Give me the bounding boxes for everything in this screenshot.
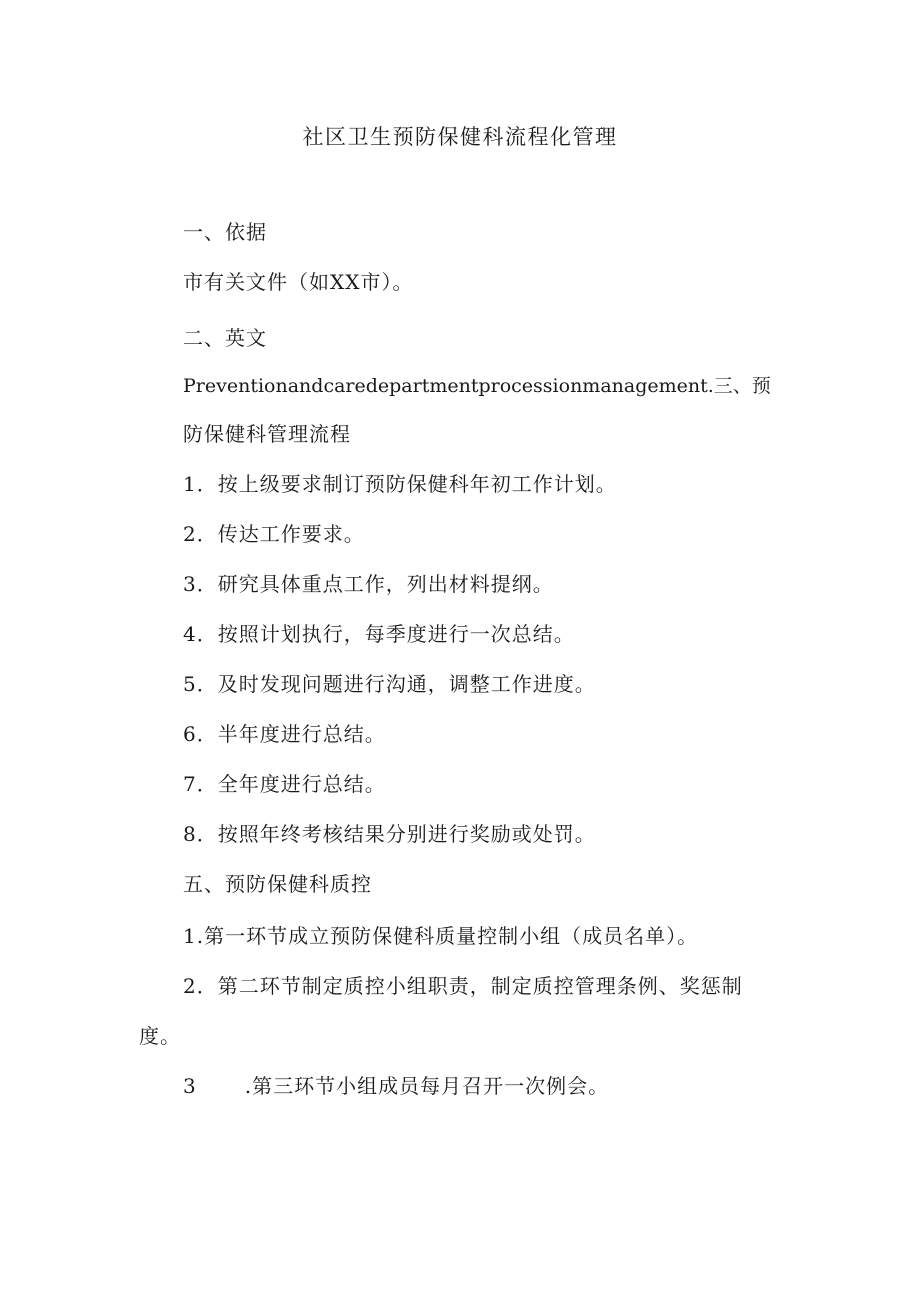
flow-item: 7．全年度进行总结。 (183, 772, 386, 796)
qc-item-number: 3 (183, 1074, 197, 1098)
qc-item: 1.第一环节成立预防保健科质量控制小组（成员名单）。 (183, 924, 699, 948)
qc-item (183, 1072, 609, 1100)
flow-item: 8．按照年终考核结果分别进行奖励或处罚。 (183, 822, 596, 846)
flow-item: 6．半年度进行总结。 (183, 722, 386, 746)
flow-item: 5．及时发现问题进行沟通，调整工作进度。 (183, 672, 596, 696)
qc-item-text: .第三环节小组成员每月召开一次例会。 (244, 1074, 610, 1098)
english-heading: 二、英文 (183, 326, 267, 350)
flow-item: 3．研究具体重点工作，列出材料提纲。 (183, 572, 554, 596)
flow-heading: 防保健科管理流程 (183, 422, 351, 446)
flow-item: 4．按照计划执行，每季度进行一次总结。 (183, 622, 575, 646)
flow-item: 1．按上级要求制订预防保健科年初工作计划。 (183, 472, 617, 496)
flow-item: 2．传达工作要求。 (183, 522, 365, 546)
basis-heading: 一、依据 (183, 220, 267, 244)
basis-text: 市有关文件（如XX市）。 (183, 270, 414, 294)
qc-heading: 五、预防保健科质控 (183, 872, 372, 896)
document-title: 社区卫生预防保健科流程化管理 (302, 125, 618, 149)
english-text: Preventionandcaredepartmentprocessionmanagement.三、预 (183, 375, 771, 397)
qc-item-continuation: 度。 (139, 1024, 181, 1048)
qc-item: 2．第二环节制定质控小组职责，制定质控管理条例、奖惩制 (183, 974, 743, 998)
